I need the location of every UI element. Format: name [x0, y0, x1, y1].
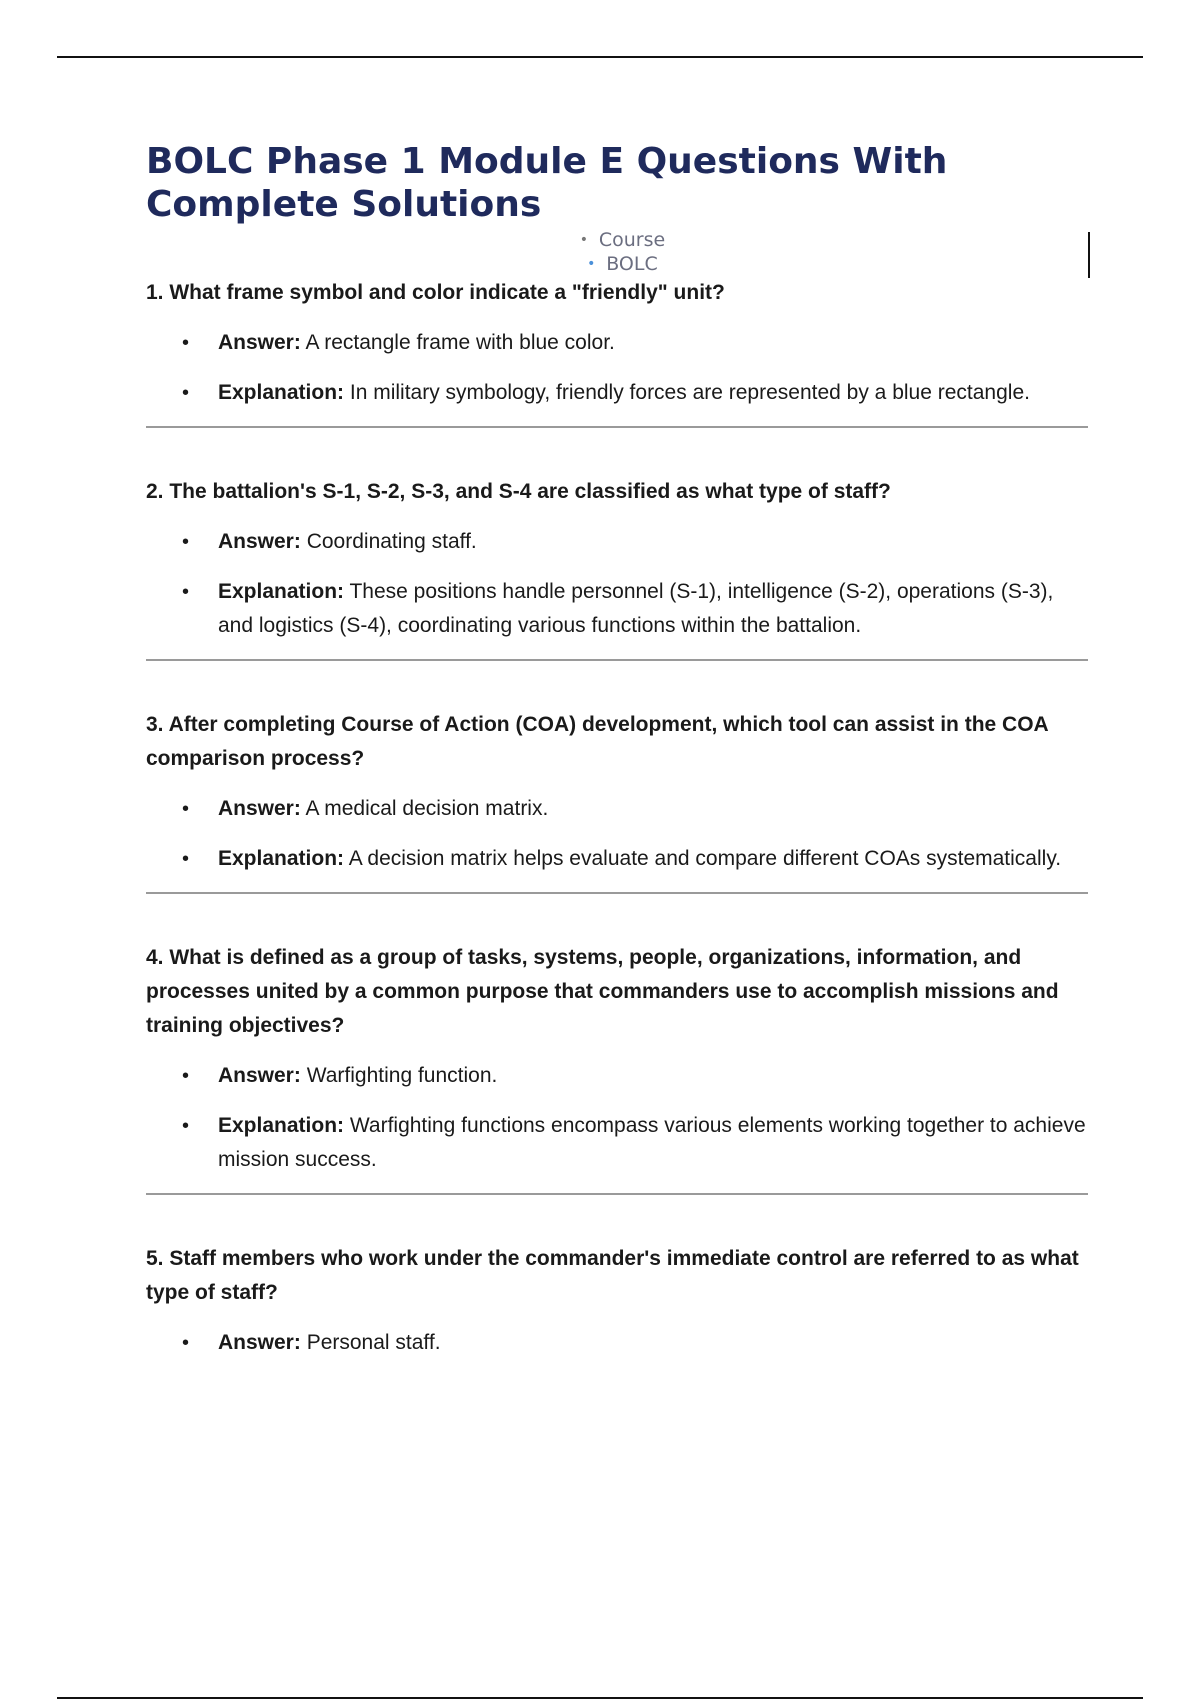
answer-list [146, 326, 1088, 410]
answer-text: A medical decision matrix. [305, 797, 549, 820]
explanation-text: In military symbology, friendly forces are represented by a blue rectangle. [349, 381, 1030, 404]
explanation-text: A decision matrix helps evaluate and compare different COAs systematically. [348, 847, 1062, 870]
text-cursor [1088, 232, 1090, 278]
section-divider [146, 892, 1088, 894]
question-text: 4. What is defined as a group of tasks, systems, people, organizations, information, and processes united by a common purpose that commanders use to accomplish missions and training objectives? [146, 946, 1059, 1037]
bullet-icon: • [182, 382, 190, 404]
bullet-icon: • [182, 1115, 190, 1137]
answer-text: Coordinating staff. [306, 530, 477, 553]
question-text: 3. After completing Course of Action (COA) development, which tool can assist in the COA comparison process? [146, 713, 1048, 770]
answer-label: Answer: [218, 1064, 301, 1087]
question-block [146, 475, 1088, 661]
tag-label: BOLC [606, 253, 658, 275]
document-body [146, 140, 1088, 1360]
answer-item [146, 792, 1088, 826]
answer-text: Personal staff. [306, 1331, 441, 1354]
explanation-item [146, 575, 1088, 643]
answer-label: Answer: [218, 331, 301, 354]
answer-label: Answer: [218, 530, 301, 553]
tag-item[interactable] [146, 228, 1088, 252]
bullet-icon: • [182, 581, 190, 603]
bullet-icon: • [579, 232, 588, 248]
page-bottom-rule [57, 1697, 1143, 1699]
question-text: 5. Staff members who work under the commander's immediate control are referred to as what type of staff? [146, 1247, 1079, 1304]
question-block [146, 1242, 1088, 1360]
question-text: 1. What frame symbol and color indicate a "friendly" unit? [146, 281, 725, 304]
tag-label: Course [598, 229, 666, 251]
document-tags [146, 228, 1088, 276]
bullet-icon: • [182, 332, 190, 354]
page-top-rule [57, 56, 1143, 58]
answer-list [146, 792, 1088, 876]
answer-label: Answer: [218, 797, 301, 820]
bullet-icon: • [182, 1065, 190, 1087]
question-block [146, 276, 1088, 428]
answer-list [146, 1326, 1088, 1360]
bullet-icon: • [182, 798, 190, 820]
explanation-label: Explanation: [218, 580, 345, 603]
answer-list [146, 525, 1088, 643]
answer-text: Warfighting function. [306, 1064, 498, 1087]
section-divider [146, 426, 1088, 428]
answer-item [146, 326, 1088, 360]
bullet-icon: • [182, 1332, 190, 1354]
explanation-text: These positions handle personnel (S-1), intelligence (S-2), operations (S-3), and logistics (S-4), coordinating various functions within the battalion. [218, 580, 1054, 637]
bullet-icon: • [182, 531, 190, 553]
question-block [146, 708, 1088, 894]
answer-item [146, 1326, 1088, 1360]
answer-item [146, 525, 1088, 559]
question-text: 2. The battalion's S-1, S-2, S-3, and S-4 are classified as what type of staff? [146, 480, 891, 503]
bullet-icon: • [587, 256, 596, 272]
section-divider [146, 1193, 1088, 1195]
explanation-label: Explanation: [218, 381, 345, 404]
section-divider [146, 659, 1088, 661]
explanation-item [146, 1109, 1088, 1177]
answer-item [146, 1059, 1088, 1093]
explanation-label: Explanation: [218, 1114, 345, 1137]
answer-text: A rectangle frame with blue color. [305, 331, 615, 354]
document-title: BOLC Phase 1 Module E Questions With Complete Solutions [146, 141, 948, 225]
explanation-label: Explanation: [218, 847, 345, 870]
answer-label: Answer: [218, 1331, 301, 1354]
explanation-item [146, 376, 1088, 410]
answer-list [146, 1059, 1088, 1177]
explanation-text: Warfighting functions encompass various elements working together to achieve mission success. [218, 1114, 1086, 1171]
question-block [146, 941, 1088, 1195]
explanation-item [146, 842, 1088, 876]
tag-item[interactable] [146, 252, 1088, 276]
bullet-icon: • [182, 848, 190, 870]
